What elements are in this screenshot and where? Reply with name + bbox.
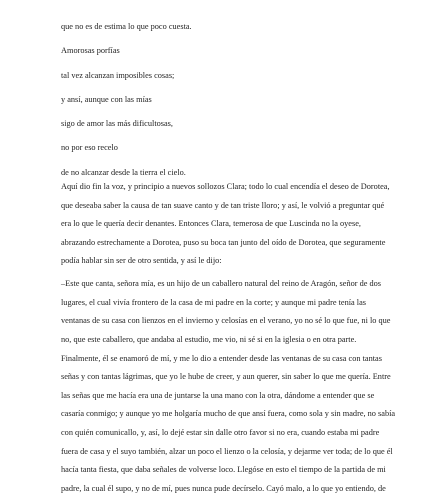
paragraph-line: Finalmente, él se enamoró de mí, y me lo dio a entender desde las ventanas de su casa con tantas xyxy=(61,353,382,363)
verse-line: no por eso recelo xyxy=(61,143,118,153)
paragraph-line: padre, la cual él supo, y no de mí, pues nunca pude decírselo. Cayó malo, a lo que yo entiendo, de xyxy=(61,483,386,493)
paragraph-line: abrazando estrechamente a Dorotea, puso su boca tan junto del oído de Dorotea, que seguramente xyxy=(61,237,386,247)
paragraph-line: señas y con tantas lágrimas, que yo le hube de creer, y aun querer, sin saber lo que me quería. Entre xyxy=(61,372,391,382)
paragraph-line: con quién comunicallo, y, así, lo dejé estar sin dalle otro favor si no era, cuando estaba mi padre xyxy=(61,427,380,437)
paragraph-line: que deseaba saber la causa de tan suave canto y de tan triste lloro; y así, le volvió a preguntar qué xyxy=(61,200,385,210)
paragraph-line: no, que este caballero, que andaba al estudio, me vio, ni sé si en la iglesia o en otra parte. xyxy=(61,334,357,344)
paragraph-line: las señas que me hacía era una de juntarse la una mano con la otra, dándome a entender que se xyxy=(61,390,375,400)
verse-line: sigo de amor las más dificultosas, xyxy=(61,119,173,129)
prose-block xyxy=(61,182,397,502)
paragraph-line: –Este que canta, señora mía, es un hijo de un caballero natural del reino de Aragón, señor de dos xyxy=(61,279,382,289)
verse-line: tal vez alcanzan imposibles cosas; xyxy=(61,70,175,80)
paragraph-line: fuera de casa y el suyo también, alzar un poco el lienzo o la celosía, y dejarme ver toda; de lo que él xyxy=(61,446,393,456)
verse-line: que no es de estima lo que poco cuesta. xyxy=(61,22,192,31)
paragraph-line: era lo que le quería decir denantes. Entonces Clara, temerosa de que Luscinda no la oyese, xyxy=(61,219,361,229)
verse-line: Amorosas porfías xyxy=(61,46,120,56)
paragraph-line: hacía tanta fiesta, que daba señales de volverse loco. Llegóse en esto el tiempo de la partida de mi xyxy=(61,465,386,475)
paragraph-line: ventanas de su casa con lienzos en el invierno y celosías en el verano, yo no sé lo que fue, ni lo que xyxy=(61,316,391,326)
paragraph-1 xyxy=(61,182,397,266)
paragraph-line: lugares, el cual vivía frontero de la casa de mi padre en la corte; y aunque mi padre tenía las xyxy=(61,297,367,307)
verse-block xyxy=(61,22,397,178)
paragraph-line: podía hablar sin ser de otro sentida, y así le dijo: xyxy=(61,256,222,266)
paragraph-line: Aquí dio fin la voz, y principio a nuevos sollozos Clara; todo lo cual encendía el deseo de Dorotea, xyxy=(61,182,390,191)
paragraph-line: casaría conmigo; y aunque yo me holgaría mucho de que ansí fuera, como sola y sin madre, no sabía xyxy=(61,409,396,419)
document-page xyxy=(61,22,397,493)
paragraph-2 xyxy=(61,279,397,494)
verse-line: y ansí, aunque con las mías xyxy=(61,94,152,104)
verse-line: de no alcanzar desde la tierra el cielo. xyxy=(61,167,186,177)
